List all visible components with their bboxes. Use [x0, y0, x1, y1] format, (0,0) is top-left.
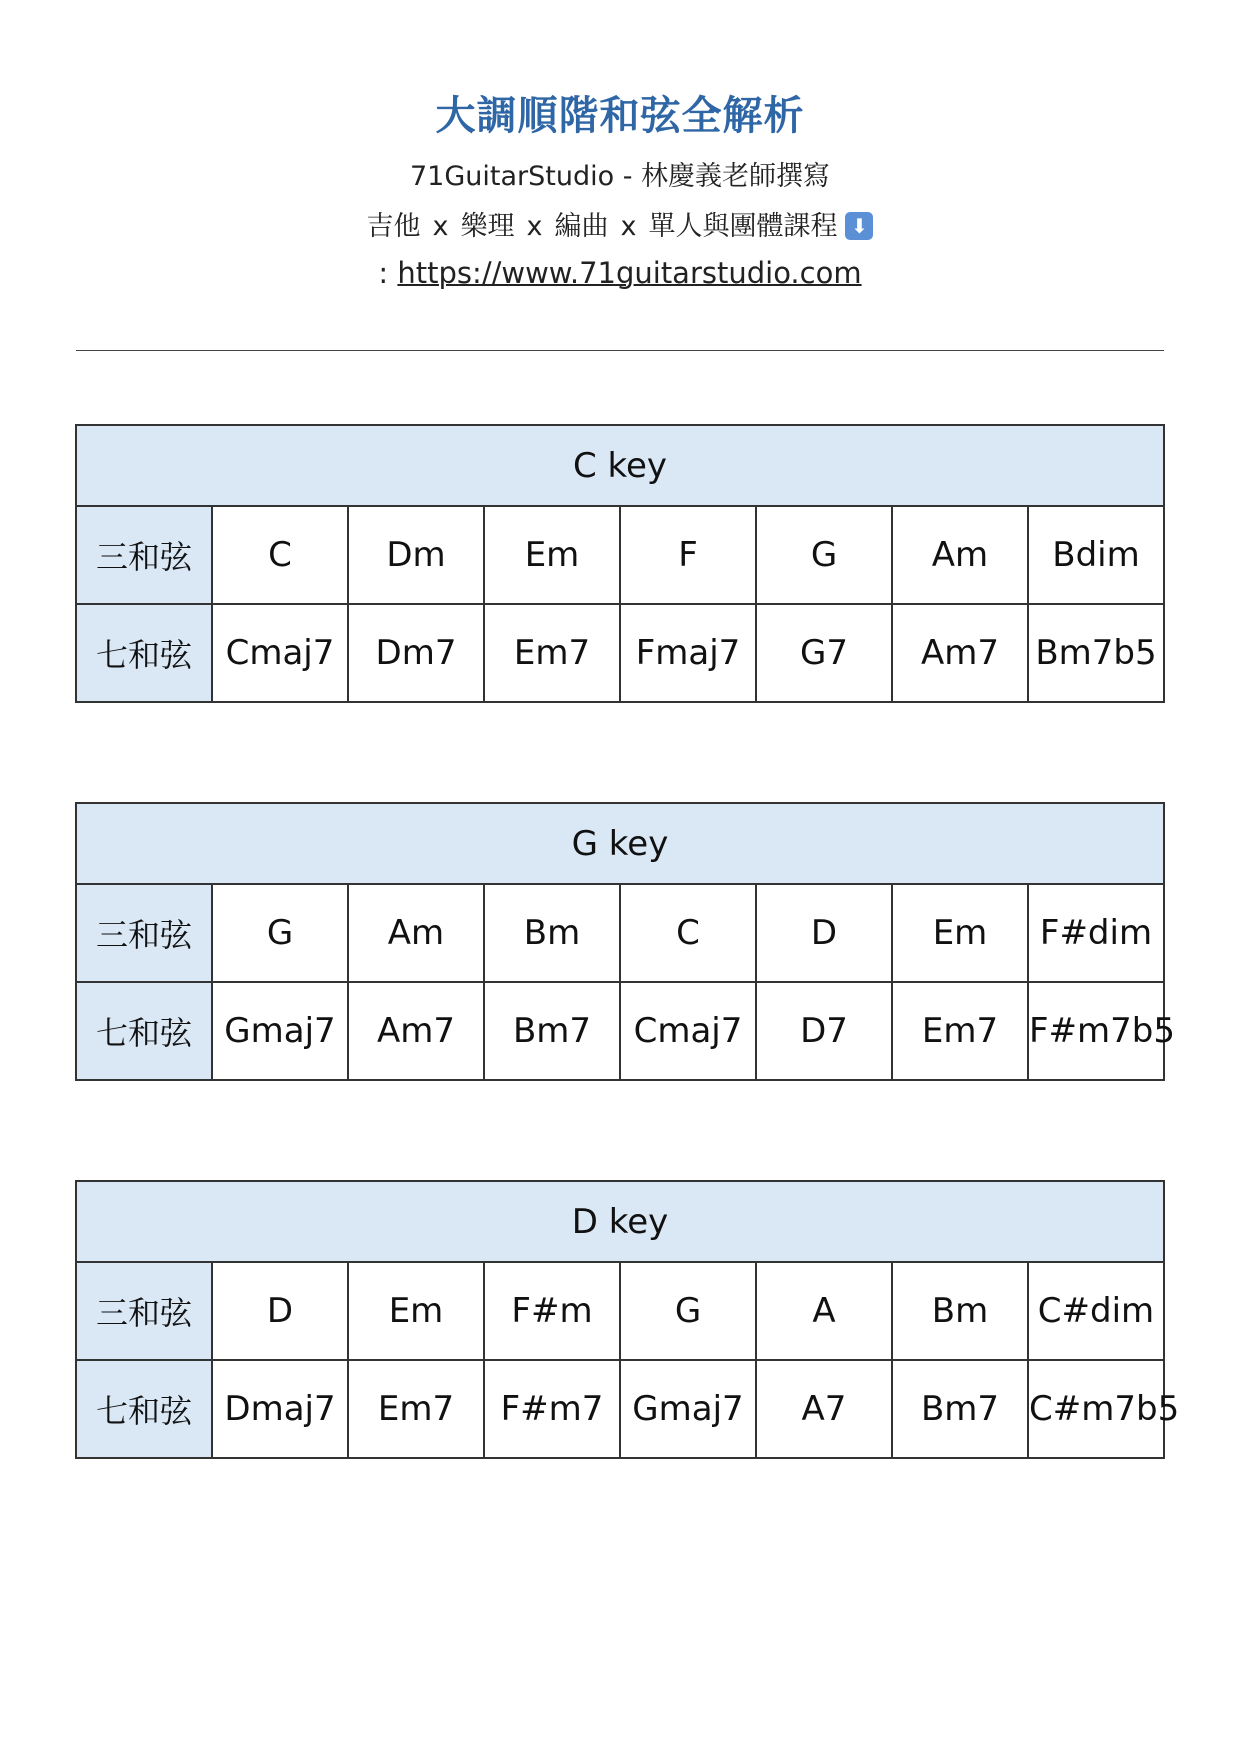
seventh-chord: Gmaj7	[620, 1360, 756, 1458]
key-header-row	[76, 425, 1164, 506]
triad-chord: Bm	[484, 884, 620, 982]
triad-chord: D	[212, 1262, 348, 1360]
triad-row	[76, 506, 1164, 604]
seventh-chord: Am7	[892, 604, 1028, 702]
triad-label: 三和弦	[76, 506, 212, 604]
triad-chord: F	[620, 506, 756, 604]
triad-chord: Em	[348, 1262, 484, 1360]
seventh-chord: Dm7	[348, 604, 484, 702]
seventh-row	[76, 982, 1164, 1080]
course-theory: 樂理	[460, 211, 515, 242]
seventh-chord: Cmaj7	[212, 604, 348, 702]
course-lessons: 單人與團體課程	[648, 211, 838, 242]
triad-row	[76, 884, 1164, 982]
chord-table-d-key	[75, 1180, 1180, 1459]
seventh-chord: Bm7	[484, 982, 620, 1080]
website-link[interactable]: https://www.71guitarstudio.com	[397, 256, 862, 290]
courses-line	[0, 204, 1240, 243]
page-title: 大調順階和弦全解析	[435, 93, 805, 139]
course-separator: x	[432, 211, 449, 242]
key-title: C key	[76, 425, 1164, 506]
seventh-chord: Em7	[892, 982, 1028, 1080]
key-title: D key	[76, 1181, 1164, 1262]
seventh-chord: Am7	[348, 982, 484, 1080]
triad-chord: F#m	[484, 1262, 620, 1360]
seventh-chord: Fmaj7	[620, 604, 756, 702]
triad-chord: G	[756, 506, 892, 604]
triad-chord: Am	[892, 506, 1028, 604]
triad-chord: Bdim	[1028, 506, 1164, 604]
triad-label: 三和弦	[76, 884, 212, 982]
course-arrangement: 編曲	[554, 211, 609, 242]
author-line: 71GuitarStudio - 林慶義老師撰寫	[409, 161, 831, 192]
seventh-chord: Cmaj7	[620, 982, 756, 1080]
key-header-row	[76, 803, 1164, 884]
triad-chord: Am	[348, 884, 484, 982]
seventh-label: 七和弦	[76, 1360, 212, 1458]
triad-chord: Dm	[348, 506, 484, 604]
triad-row	[76, 1262, 1164, 1360]
triad-chord: A	[756, 1262, 892, 1360]
seventh-label: 七和弦	[76, 982, 212, 1080]
triad-chord: Em	[892, 884, 1028, 982]
seventh-chord: F#m7	[484, 1360, 620, 1458]
down-arrow-icon: ⬇	[845, 212, 873, 240]
triad-chord: F#dim	[1028, 884, 1164, 982]
triad-chord: D	[756, 884, 892, 982]
triad-chord: C#dim	[1028, 1262, 1164, 1360]
triad-chord: Em	[484, 506, 620, 604]
seventh-row	[76, 1360, 1164, 1458]
seventh-chord: Gmaj7	[212, 982, 348, 1080]
triad-chord: Bm	[892, 1262, 1028, 1360]
website-line	[0, 256, 1240, 290]
triad-chord: G	[620, 1262, 756, 1360]
seventh-chord: A7	[756, 1360, 892, 1458]
seventh-chord: G7	[756, 604, 892, 702]
course-separator: x	[620, 211, 637, 242]
divider-line	[76, 350, 1164, 351]
triad-chord: C	[212, 506, 348, 604]
link-prefix: :	[378, 256, 398, 290]
triad-label: 三和弦	[76, 1262, 212, 1360]
seventh-row	[76, 604, 1164, 702]
course-guitar: 吉他	[366, 211, 421, 242]
seventh-chord: Dmaj7	[212, 1360, 348, 1458]
chord-table-c-key	[75, 424, 1165, 703]
key-title: G key	[76, 803, 1164, 884]
course-separator: x	[526, 211, 543, 242]
seventh-chord: Em7	[348, 1360, 484, 1458]
seventh-chord: D7	[756, 982, 892, 1080]
triad-chord: C	[620, 884, 756, 982]
seventh-chord: C#m7b5	[1028, 1360, 1164, 1458]
seventh-chord: Bm7	[892, 1360, 1028, 1458]
seventh-chord: Bm7b5	[1028, 604, 1164, 702]
seventh-chord: F#m7b5	[1028, 982, 1164, 1080]
triad-chord: G	[212, 884, 348, 982]
seventh-label: 七和弦	[76, 604, 212, 702]
key-header-row	[76, 1181, 1164, 1262]
chord-table-g-key	[75, 802, 1176, 1081]
seventh-chord: Em7	[484, 604, 620, 702]
